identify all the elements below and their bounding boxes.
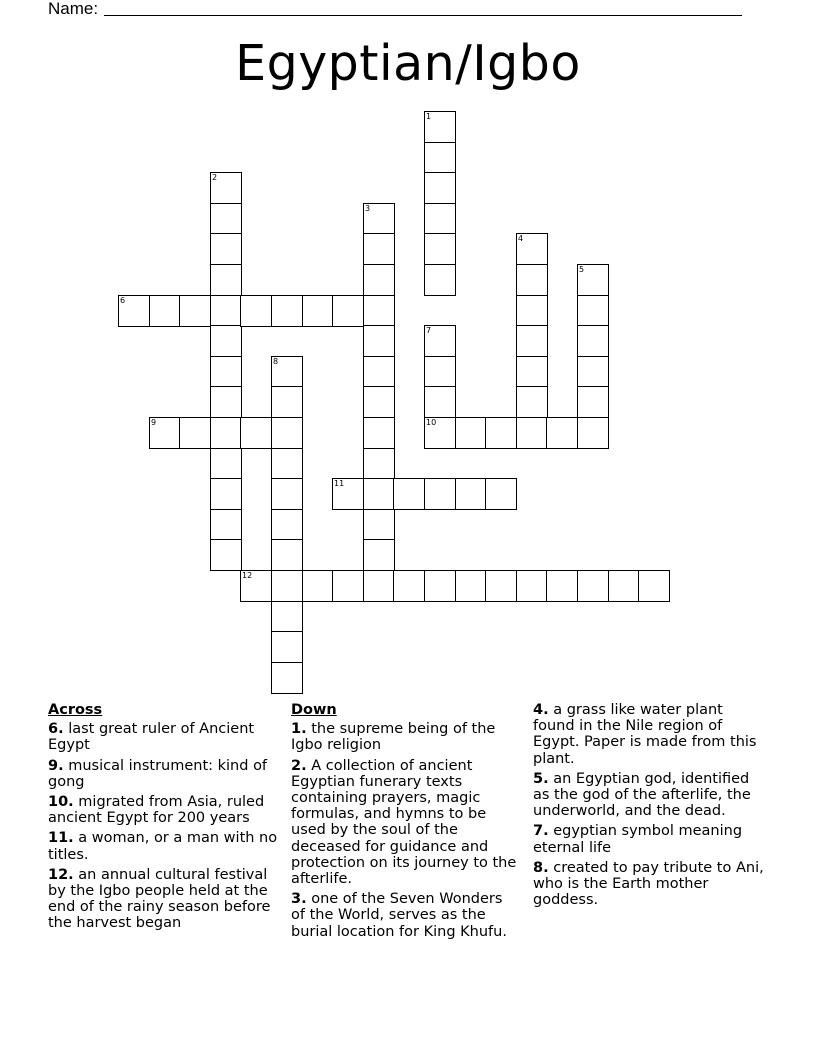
grid-cell[interactable] [179, 417, 211, 449]
grid-cell[interactable] [363, 509, 395, 541]
grid-cell[interactable] [516, 417, 548, 449]
grid-cell[interactable] [240, 295, 272, 327]
cell-number: 8 [273, 357, 279, 366]
grid-cell[interactable] [271, 417, 303, 449]
grid-cell[interactable] [577, 417, 609, 449]
grid-cell[interactable] [210, 448, 242, 480]
cell-number: 4 [518, 234, 524, 243]
grid-cell[interactable] [485, 417, 517, 449]
clue-number: 7. [533, 823, 549, 840]
grid-cell[interactable] [455, 478, 487, 510]
grid-cell[interactable] [516, 295, 548, 327]
clue-across-11 [48, 830, 280, 862]
grid-cell[interactable] [271, 539, 303, 571]
grid-cell[interactable] [363, 386, 395, 418]
grid-cell[interactable] [210, 478, 242, 510]
clue-text: created to pay tribute to Ani, who is the Earth mother goddess. [533, 859, 764, 909]
grid-cell[interactable] [577, 386, 609, 418]
grid-cell[interactable] [332, 295, 364, 327]
cell-number: 9 [151, 418, 157, 427]
grid-cell[interactable] [424, 478, 456, 510]
clue-number: 6. [48, 721, 64, 738]
grid-cell[interactable] [363, 570, 395, 602]
grid-cell[interactable] [424, 356, 456, 388]
clue-down-3 [291, 891, 519, 940]
grid-cell[interactable] [546, 417, 578, 449]
grid-cell[interactable] [393, 570, 425, 602]
name-input-line[interactable] [104, 15, 742, 16]
grid-cell[interactable] [363, 448, 395, 480]
cell-number: 7 [426, 326, 432, 335]
grid-cell[interactable] [118, 295, 150, 327]
grid-cell[interactable] [638, 570, 670, 602]
grid-cell[interactable] [210, 172, 242, 204]
clue-number: 9. [48, 757, 64, 774]
clue-number: 2. [291, 757, 307, 774]
grid-cell[interactable] [363, 325, 395, 357]
grid-cell[interactable] [210, 356, 242, 388]
grid-cell[interactable] [271, 570, 303, 602]
cell-number: 1 [426, 112, 432, 121]
grid-cell[interactable] [516, 264, 548, 296]
grid-cell[interactable] [424, 570, 456, 602]
grid-cell[interactable] [210, 539, 242, 571]
cell-number: 10 [426, 418, 437, 427]
grid-cell[interactable] [577, 295, 609, 327]
grid-cell[interactable] [424, 264, 456, 296]
cell-number: 3 [365, 204, 371, 213]
down-clues-col-2 [533, 702, 769, 912]
grid-cell[interactable] [363, 264, 395, 296]
grid-cell[interactable] [210, 264, 242, 296]
cell-number: 6 [120, 296, 126, 305]
grid-cell[interactable] [210, 509, 242, 541]
grid-cell[interactable] [363, 417, 395, 449]
clue-across-6 [48, 721, 280, 753]
grid-cell[interactable] [271, 601, 303, 633]
grid-cell[interactable] [302, 570, 334, 602]
clue-number: 1. [291, 721, 307, 738]
down-clues-col-1 [291, 702, 519, 944]
grid-cell[interactable] [577, 264, 609, 296]
grid-cell[interactable] [424, 111, 456, 143]
clue-text: musical instrument: kind of gong [48, 757, 268, 790]
grid-cell[interactable] [516, 570, 548, 602]
grid-cell[interactable] [485, 570, 517, 602]
grid-cell[interactable] [363, 203, 395, 235]
cell-number: 12 [242, 571, 253, 580]
clue-text: a grass like water plant found in the Nile region of Egypt. Paper is made from this plant. [533, 702, 757, 767]
cell-number: 5 [579, 265, 585, 274]
grid-cell[interactable] [424, 172, 456, 204]
grid-cell[interactable] [363, 539, 395, 571]
clue-across-10 [48, 794, 280, 826]
grid-cell[interactable] [271, 356, 303, 388]
name-label: Name: [48, 0, 99, 18]
clue-number: 10. [48, 794, 74, 811]
clue-text: one of the Seven Wonders of the World, serves as the burial location for King Khufu. [291, 891, 507, 940]
clue-text: an Egyptian god, identified as the god of the afterlife, the underworld, and the dead. [533, 770, 751, 820]
clue-number: 4. [533, 702, 549, 718]
puzzle-title: Egyptian/Igbo [235, 35, 581, 92]
clue-across-12 [48, 867, 280, 932]
grid-cell[interactable] [149, 295, 181, 327]
grid-cell[interactable] [271, 509, 303, 541]
grid-cell[interactable] [240, 570, 272, 602]
grid-cell[interactable] [608, 570, 640, 602]
across-clues [48, 702, 280, 936]
clue-down-2 [291, 758, 519, 888]
clue-text: a woman, or a man with no titles. [48, 830, 278, 863]
grid-cell[interactable] [577, 325, 609, 357]
grid-cell[interactable] [149, 417, 181, 449]
cell-number: 2 [212, 173, 218, 182]
grid-cell[interactable] [485, 478, 517, 510]
clue-down-8 [533, 860, 769, 909]
grid-cell[interactable] [516, 356, 548, 388]
grid-cell[interactable] [424, 142, 456, 174]
grid-cell[interactable] [516, 386, 548, 418]
grid-cell[interactable] [577, 356, 609, 388]
grid-cell[interactable] [271, 631, 303, 663]
clue-text: the supreme being of the Igbo religion [291, 721, 496, 754]
clue-text: an annual cultural festival by the Igbo people held at the end of the rainy season before the harvest began [48, 866, 271, 932]
grid-cell[interactable] [210, 295, 242, 327]
grid-cell[interactable] [363, 233, 395, 265]
grid-cell[interactable] [271, 295, 303, 327]
grid-cell[interactable] [210, 203, 242, 235]
clue-text: A collection of ancient Egyptian funerary texts containing prayers, magic formulas, and hymns to be used by the soul of the deceased for guidance and protection on its journey to the afterlife. [291, 757, 517, 888]
grid-cell[interactable] [271, 662, 303, 694]
grid-cell[interactable] [332, 478, 364, 510]
grid-cell[interactable] [363, 478, 395, 510]
grid-cell[interactable] [455, 417, 487, 449]
cell-number: 11 [334, 479, 345, 488]
clue-number: 8. [533, 859, 549, 876]
grid-cell[interactable] [424, 233, 456, 265]
clue-number: 5. [533, 770, 549, 787]
grid-cell[interactable] [271, 478, 303, 510]
grid-cell[interactable] [393, 478, 425, 510]
grid-cell[interactable] [210, 325, 242, 357]
grid-cell[interactable] [271, 386, 303, 418]
grid-cell[interactable] [363, 356, 395, 388]
clue-across-9 [48, 758, 280, 790]
clue-number: 11. [48, 830, 74, 847]
clue-text: egyptian symbol meaning eternal life [533, 823, 743, 856]
grid-cell[interactable] [363, 295, 395, 327]
grid-cell[interactable] [210, 233, 242, 265]
down-heading: Down [291, 702, 337, 718]
across-heading: Across [48, 702, 103, 718]
grid-cell[interactable] [516, 233, 548, 265]
grid-cell[interactable] [332, 570, 364, 602]
clue-text: migrated from Asia, ruled ancient Egypt for 200 years [48, 794, 265, 827]
clue-number: 12. [48, 866, 74, 883]
grid-cell[interactable] [424, 203, 456, 235]
grid-cell[interactable] [455, 570, 487, 602]
grid-cell[interactable] [179, 295, 211, 327]
clue-down-1 [291, 721, 519, 753]
grid-cell[interactable] [424, 325, 456, 357]
clue-down-4 [533, 702, 769, 767]
grid-cell[interactable] [424, 386, 456, 418]
grid-cell[interactable] [240, 417, 272, 449]
grid-cell[interactable] [424, 417, 456, 449]
clue-down-7 [533, 823, 769, 855]
grid-cell[interactable] [210, 386, 242, 418]
grid-cell[interactable] [546, 570, 578, 602]
clue-number: 3. [291, 891, 307, 908]
clue-text: last great ruler of Ancient Egypt [48, 721, 255, 754]
grid-cell[interactable] [271, 448, 303, 480]
clue-down-5 [533, 771, 769, 820]
grid-cell[interactable] [302, 295, 334, 327]
grid-cell[interactable] [210, 417, 242, 449]
grid-cell[interactable] [577, 570, 609, 602]
grid-cell[interactable] [516, 325, 548, 357]
